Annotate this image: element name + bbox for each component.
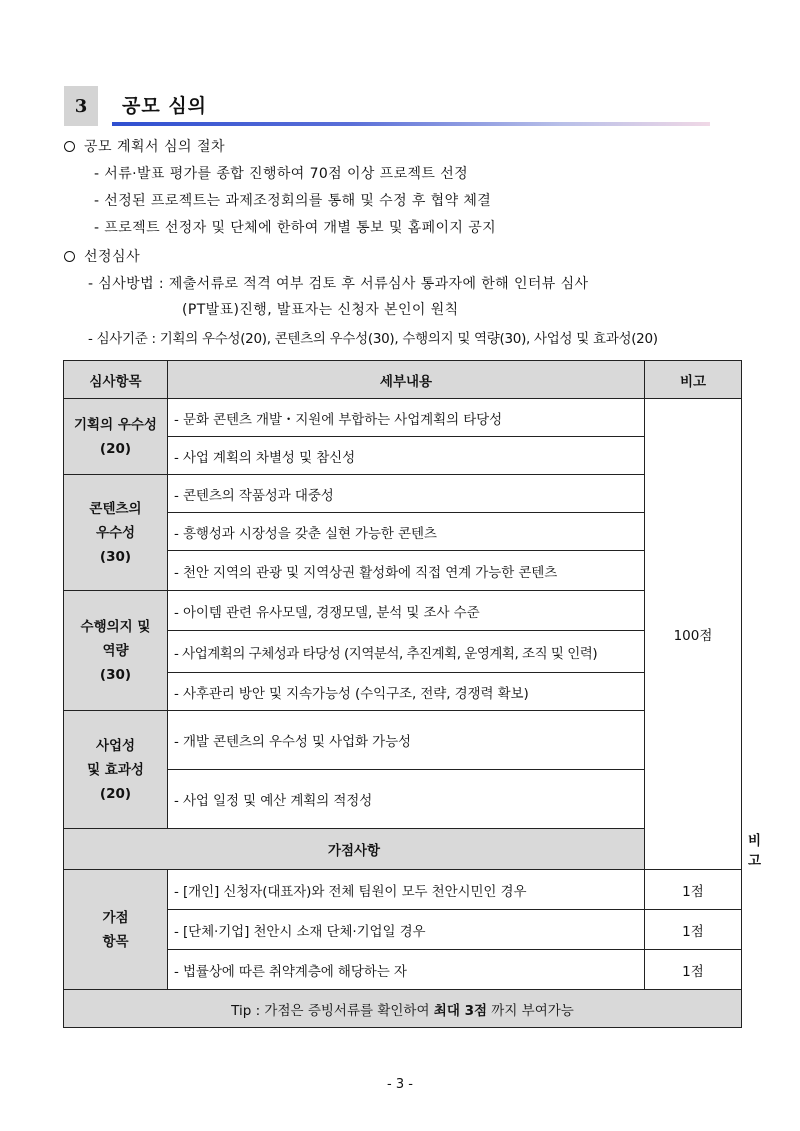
detail-item: - 사업계획의 구체성과 타당성 (지역분석, 추진계획, 운영계획, 조직 및 인력) — [168, 631, 645, 673]
evaluation-table — [63, 360, 762, 1028]
section-number: 3 — [64, 86, 98, 126]
procedure-item-2: - 선정된 프로젝트는 과제조정회의를 통해 및 수정 후 협약 체결 — [94, 193, 492, 209]
page-number: - 3 - — [387, 1077, 413, 1092]
category-bonus: 가점 항목 — [64, 870, 168, 990]
table-row — [64, 475, 742, 513]
table-row — [64, 591, 742, 631]
circle-bullet-icon — [64, 251, 75, 262]
detail-item: - 사업 계획의 차별성 및 참신성 — [168, 437, 645, 475]
procedure-heading: 공모 계획서 심의 절차 — [64, 136, 225, 156]
detail-item: - 사업 일정 및 예산 계획의 적정성 — [168, 770, 645, 829]
selection-heading: 선정심사 — [64, 246, 140, 266]
detail-item: - 콘텐츠의 작품성과 대중성 — [168, 475, 645, 513]
bonus-points: 1점 — [645, 910, 742, 950]
section-title-underline — [112, 122, 710, 126]
procedure-item-1: - 서류·발표 평가를 종합 진행하여 70점 이상 프로젝트 선정 — [94, 166, 469, 182]
bonus-header-row: 가점사항 비고 — [64, 829, 742, 870]
section-title: 공모 심의 — [122, 95, 208, 117]
category-content: 콘텐츠의 우수성 (30) — [64, 475, 168, 591]
header-detail: 세부내용 — [168, 361, 645, 399]
bonus-header: 가점사항 — [64, 829, 645, 870]
header-remark: 비고 — [645, 361, 742, 399]
detail-item: - 흥행성과 시장성을 갖춘 실현 가능한 콘텐츠 — [168, 513, 645, 551]
header-category: 심사항목 — [64, 361, 168, 399]
selection-criteria: - 심사기준 : 기획의 우수성(20), 콘텐츠의 우수성(30), 수행의지 및 역량(30), 사업성 및 효과성(20) — [88, 331, 658, 347]
detail-item: - 사후관리 방안 및 지속가능성 (수익구조, 전략, 경쟁력 확보) — [168, 673, 645, 711]
category-business: 사업성 및 효과성 (20) — [64, 711, 168, 829]
detail-item: - 개발 콘텐츠의 우수성 및 사업화 가능성 — [168, 711, 645, 770]
category-planning: 기획의 우수성 (20) — [64, 399, 168, 475]
table-row — [64, 711, 742, 770]
bonus-item: - 법률상에 따른 취약계층에 해당하는 자 — [168, 950, 645, 990]
circle-bullet-icon — [64, 141, 75, 152]
detail-item: - 천안 지역의 관광 및 지역상권 활성화에 직접 연계 가능한 콘텐츠 — [168, 551, 645, 591]
procedure-item-3: - 프로젝트 선정자 및 단체에 한하여 개별 통보 및 홈페이지 공지 — [94, 220, 497, 236]
detail-item: - 문화 콘텐츠 개발・지원에 부합하는 사업계획의 타당성 — [168, 399, 645, 437]
selection-method-line-1: - 심사방법 : 제출서류로 적격 여부 검토 후 서류심사 통과자에 한해 인터뷰 심사 — [88, 276, 589, 292]
selection-method-line-2: (PT발표)진행, 발표자는 신청자 본인이 원칙 — [182, 302, 459, 318]
tip-note: Tip : 가점은 증빙서류를 확인하여 최대 3점 까지 부여가능 — [64, 990, 742, 1028]
bonus-points: 1점 — [645, 870, 742, 910]
table-row — [64, 399, 742, 437]
table-header-row — [64, 361, 742, 399]
total-remark: 100점 — [645, 399, 742, 870]
detail-item: - 아이템 관련 유사모델, 경쟁모델, 분석 및 조사 수준 — [168, 591, 645, 631]
category-capability: 수행의지 및 역량 (30) — [64, 591, 168, 711]
tip-row — [64, 990, 742, 1028]
bonus-item: - [단체·기업] 천안시 소재 단체·기업일 경우 — [168, 910, 645, 950]
bonus-item: - [개인] 신청자(대표자)와 전체 팀원이 모두 천안시민인 경우 — [168, 870, 645, 910]
bonus-points: 1점 — [645, 950, 742, 990]
table-row — [64, 870, 742, 910]
